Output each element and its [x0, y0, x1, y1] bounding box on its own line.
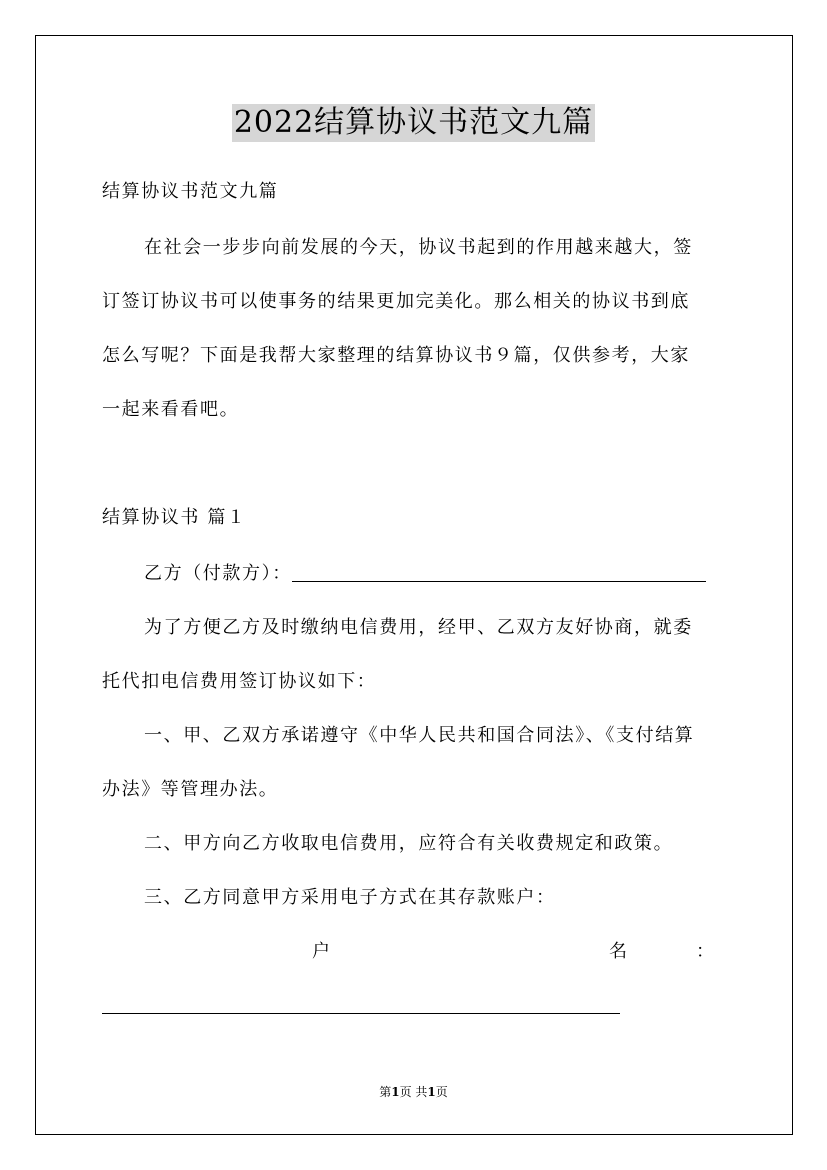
account-name-blank-line — [102, 994, 732, 1018]
intro-line-2: 订签订协议书可以使事务的结果更加完美化。那么相关的协议书到底 — [102, 291, 690, 312]
footer-page-number: 1 — [391, 1085, 400, 1099]
account-name-char-2: 名 — [609, 941, 627, 962]
body-line-5: 二、甲方向乙方收取电信费用，应符合有关收费规定和政策。 — [144, 833, 674, 854]
intro-line-4: 一起来看看吧。 — [102, 399, 240, 420]
account-name-line — [312, 940, 714, 964]
intro-line-1: 在社会一步步向前发展的今天，协议书起到的作用越来越大，签 — [144, 237, 693, 258]
footer-prefix: 第 — [379, 1085, 392, 1099]
page-footer — [0, 1084, 827, 1100]
body-line-1: 为了方便乙方及时缴纳电信费用，经甲、乙双方友好协商，就委 — [144, 617, 693, 638]
party-b-blank — [292, 581, 706, 582]
account-name-colon: ： — [696, 941, 714, 962]
body-line-2: 托代扣电信费用签订协议如下： — [102, 671, 377, 692]
party-b-line — [144, 562, 734, 586]
account-name-char-1: 户 — [312, 941, 330, 962]
document-title — [0, 104, 827, 142]
body-line-4: 办法》等管理办法。 — [102, 779, 279, 800]
footer-middle: 页 共 — [399, 1085, 428, 1099]
body-line-6: 三、乙方同意甲方采用电子方式在其存款账户： — [144, 887, 556, 908]
document-subtitle: 结算协议书范文九篇 — [102, 181, 279, 202]
document-title-text: 2022结算协议书范文九篇 — [233, 105, 594, 140]
section-heading: 结算协议书 篇１ — [102, 507, 247, 528]
footer-suffix: 页 — [435, 1085, 448, 1099]
party-b-label: 乙方（付款方）： — [144, 563, 292, 584]
body-line-3: 一、甲、乙双方承诺遵守《中华人民共和国合同法》、《支付结算 — [144, 725, 695, 746]
footer-page-total: 1 — [427, 1085, 436, 1099]
account-name-blank — [102, 1013, 620, 1014]
intro-line-3: 怎么写呢？下面是我帮大家整理的结算协议书９篇，仅供参考，大家 — [102, 345, 690, 366]
